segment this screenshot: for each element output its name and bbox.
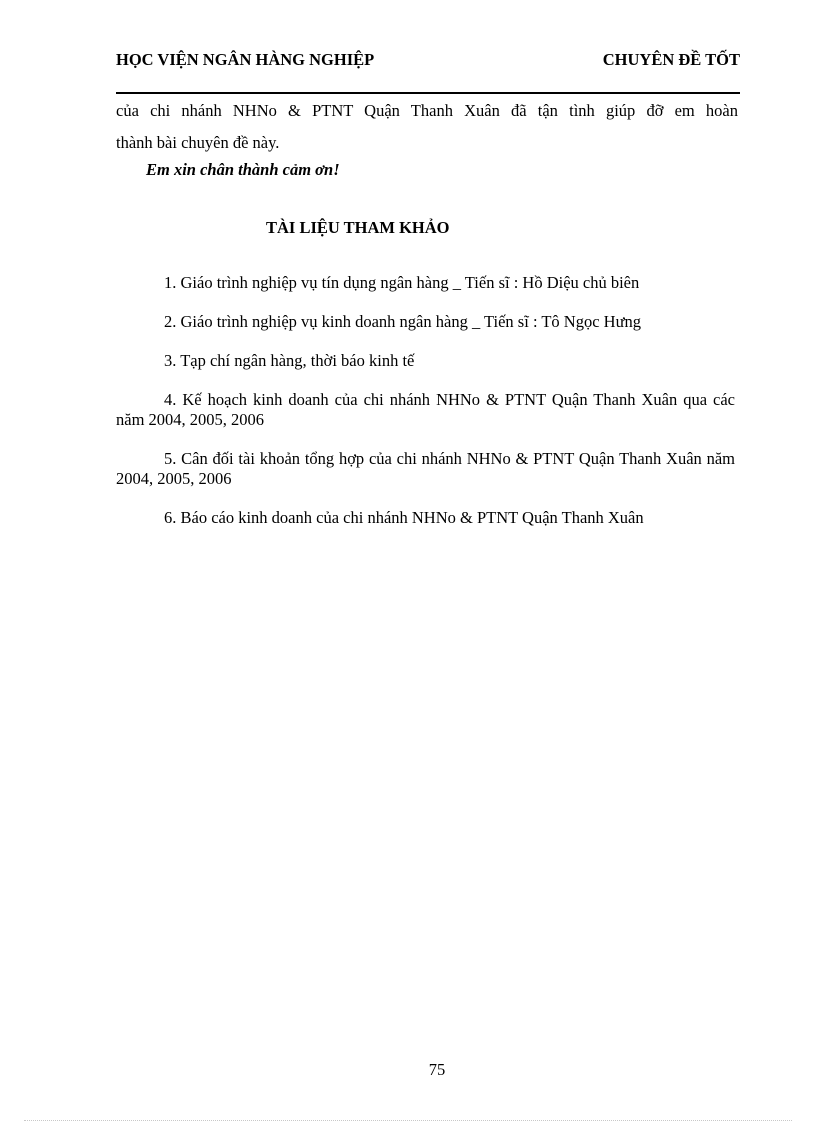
reference-item: 6. Báo cáo kinh doanh của chi nhánh NHNo & PTNT Quận Thanh Xuân [164, 508, 644, 527]
page-header [116, 50, 740, 94]
header-document-type: CHUYÊN ĐỀ TỐT [602, 50, 740, 69]
reference-item: 2. Giáo trình nghiệp vụ kinh doanh ngân hàng _ Tiến sĩ : Tô Ngọc Hưng [164, 312, 642, 331]
reference-item: 5. Cân đối tài khoản tổng hợp của chi nhánh NHNo & PTNT Quận Thanh Xuân năm 2004, 2005, 2006 [116, 449, 735, 488]
page-bottom-divider [24, 1120, 792, 1121]
references-list [116, 273, 735, 547]
reference-item: 3. Tạp chí ngân hàng, thời báo kinh tế [164, 351, 415, 370]
closing-paragraph-line-1: của chi nhánh NHNo & PTNT Quận Thanh Xuân đã tận tình giúp đỡ em hoàn [116, 101, 738, 120]
reference-item: 1. Giáo trình nghiệp vụ tín dụng ngân hàng _ Tiến sĩ : Hồ Diệu chủ biên [164, 273, 640, 292]
closing-paragraph [116, 95, 738, 159]
thanks-line: Em xin chân thành cảm ơn! [146, 160, 340, 179]
page-number: 75 [428, 1060, 446, 1079]
header-institution: HỌC VIỆN NGÂN HÀNG NGHIỆP [116, 50, 375, 69]
references-title: TÀI LIỆU THAM KHẢO [266, 218, 450, 237]
reference-item: 4. Kế hoạch kinh doanh của chi nhánh NHNo & PTNT Quận Thanh Xuân qua các năm 2004, 2005, 2006 [116, 390, 735, 429]
closing-paragraph-line-2: thành bài chuyên đề này. [116, 133, 280, 152]
